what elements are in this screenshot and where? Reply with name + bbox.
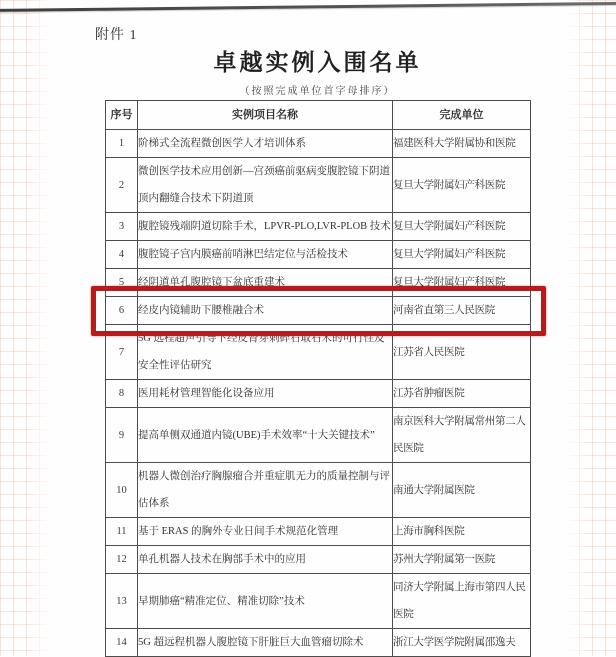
column-header-number: 序号	[106, 101, 138, 130]
table-row	[106, 574, 531, 629]
graph-paper-grid-right	[566, 0, 616, 656]
table-row	[106, 629, 531, 657]
table-row	[106, 463, 531, 518]
table-cell-name: 腹腔镜子宫内膜癌前哨淋巴结定位与活检技术	[138, 241, 393, 269]
table-row	[106, 130, 531, 158]
table-cell-unit: 河南省直第三人民医院	[393, 297, 531, 325]
table-cell-unit: 复旦大学附属妇产科医院	[393, 269, 531, 297]
table-cell-name: 5G 远程超声引导下经皮肾穿刺碎石取石术的可行性及安全性评估研究	[138, 325, 393, 380]
table-cell-name: 5G 超远程机器人腹腔镜下肝脏巨大血管瘤切除术	[138, 629, 393, 657]
table-cell-unit: 福建医科大学附属协和医院	[393, 130, 531, 158]
table-row	[106, 213, 531, 241]
table-cell-num: 11	[106, 518, 138, 546]
attachment-label: 附件 1	[95, 28, 138, 43]
table-cell-num: 12	[106, 546, 138, 574]
page-edge-scan-line	[0, 2, 616, 12]
table-cell-name: 单孔机器人技术在胸部手术中的应用	[138, 546, 393, 574]
table-cell-name: 阶梯式全流程微创医学人才培训体系	[138, 130, 393, 158]
table-cell-name: 基于 ERAS 的胸外专业日间手术规范化管理	[138, 518, 393, 546]
table-cell-num: 13	[106, 574, 138, 629]
page-subtitle: （按照完成单位首字母排序）	[239, 86, 396, 97]
table-cell-name: 微创医学技术应用创新—宫颈癌前驱病变腹腔镜下阴道顶内翻缝合技术下阴道顶	[138, 158, 393, 213]
table-cell-num: 10	[106, 463, 138, 518]
table-cell-unit: 南通大学附属医院	[393, 463, 531, 518]
table-cell-num: 14	[106, 629, 138, 657]
graph-paper-grid-left	[0, 0, 50, 656]
table-cell-name: 经阴道单孔腹腔镜下盆底重建术	[138, 269, 393, 297]
column-header-unit: 完成单位	[393, 101, 531, 130]
table-cell-unit: 上海市胸科医院	[393, 518, 531, 546]
table-cell-unit: 复旦大学附属妇产科医院	[393, 213, 531, 241]
table-cell-num: 8	[106, 380, 138, 408]
table-cell-unit: 复旦大学附属妇产科医院	[393, 158, 531, 213]
table-row	[106, 325, 531, 380]
table-row	[106, 518, 531, 546]
table-cell-unit: 江苏省肿瘤医院	[393, 380, 531, 408]
table-cell-name: 机器人微创治疗胸腺瘤合并重症肌无力的质量控制与评估体系	[138, 463, 393, 518]
column-header-project-name: 实例项目名称	[138, 101, 393, 130]
table-cell-name: 提高单侧双通道内镜(UBE)手术效率“十大关键技术”	[138, 408, 393, 463]
page-title: 卓越实例入围名单	[213, 50, 422, 75]
table-cell-num: 6	[106, 297, 138, 325]
table-cell-name: 早期肺癌“精准定位、精准切除”技术	[138, 574, 393, 629]
table-cell-name: 经皮内镜辅助下腰椎融合术	[138, 297, 393, 325]
table-cell-unit: 苏州大学附属第一医院	[393, 546, 531, 574]
table-cell-unit: 南京医科大学附属常州第二人民医院	[393, 408, 531, 463]
table-cell-num: 3	[106, 213, 138, 241]
table-cell-num: 2	[106, 158, 138, 213]
table-cell-num: 4	[106, 241, 138, 269]
table-row	[106, 546, 531, 574]
table-row	[106, 241, 531, 269]
table-row	[106, 408, 531, 463]
table-cell-unit: 浙江大学医学院附属邵逸夫	[393, 629, 531, 657]
table-cell-unit: 复旦大学附属妇产科医院	[393, 241, 531, 269]
table-cell-unit: 江苏省人民医院	[393, 325, 531, 380]
table-row	[106, 297, 531, 325]
table-cell-name: 腹腔镜残端阴道切除手术，LPVR-PLO,LVR-PLOB 技术	[138, 213, 393, 241]
table-header-row	[106, 101, 531, 130]
table-row	[106, 269, 531, 297]
table-row	[106, 158, 531, 213]
table-row	[106, 380, 531, 408]
table-cell-name: 医用耗材管理智能化设备应用	[138, 380, 393, 408]
table-cell-num: 1	[106, 130, 138, 158]
shortlist-table	[105, 100, 531, 657]
table-cell-num: 9	[106, 408, 138, 463]
table-cell-num: 7	[106, 325, 138, 380]
table-cell-unit: 同济大学附属上海市第四人民医院	[393, 574, 531, 629]
table-cell-num: 5	[106, 269, 138, 297]
